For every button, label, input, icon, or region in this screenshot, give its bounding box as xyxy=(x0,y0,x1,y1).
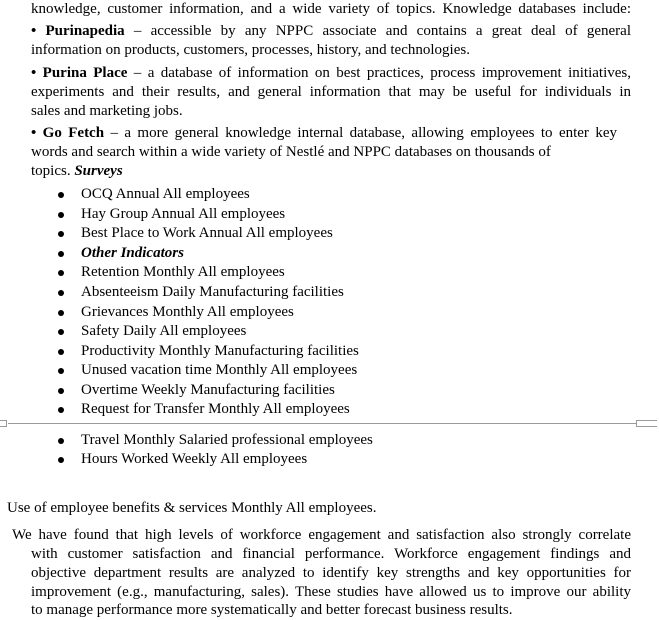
go-fetch-bullet: • xyxy=(31,125,37,141)
purina-place-line-3: sales and marketing jobs. xyxy=(31,103,183,119)
survey-item-label: Best Place to Work Annual All employees xyxy=(81,225,333,241)
survey-item-label: OCQ Annual All employees xyxy=(81,186,250,202)
next-page-item-label: Hours Worked Weekly All employees xyxy=(81,451,308,467)
page-break-right-marker xyxy=(636,420,657,427)
other-indicators-heading: Other Indicators xyxy=(81,245,184,261)
purinapedia-desc: – accessible by any NPPC associate and contains a great deal of general xyxy=(124,23,631,39)
bullet-dot xyxy=(58,407,64,413)
indicator-item-label: Grievances Monthly All employees xyxy=(81,304,294,320)
indicator-item-label: Overtime Weekly Manufacturing facilities xyxy=(81,382,335,398)
indicator-item-label: Absenteeism Daily Manufacturing facilities xyxy=(81,284,344,300)
bullet-dot xyxy=(58,270,64,276)
purina-place-line-2: experiments and their results, and general information that may be useful for individuals in xyxy=(31,84,631,100)
go-fetch-title: Go Fetch xyxy=(42,125,105,141)
bullet-dot xyxy=(58,251,64,257)
benefits-line: Use of employee benefits & services Monthly All employees. xyxy=(7,500,377,516)
bullet-dot xyxy=(58,231,64,237)
purina-place-bullet: • xyxy=(31,65,37,81)
indicator-item-label: Unused vacation time Monthly All employees xyxy=(81,362,358,378)
purinapedia-bullet: • xyxy=(31,23,37,39)
bullet-dot xyxy=(58,192,64,198)
page-break-left-marker xyxy=(0,420,7,427)
bullet-dot xyxy=(58,212,64,218)
bullet-dot xyxy=(58,368,64,374)
page-break-line xyxy=(8,423,637,424)
indicator-item-label: Safety Daily All employees xyxy=(81,323,247,339)
closing-line-2: with customer satisfaction and financial performance. Workforce engagement findings and xyxy=(31,546,631,562)
survey-item-label: Hay Group Annual All employees xyxy=(81,206,286,222)
purina-place-desc: – a database of information on best practices, process improvement initiatives, xyxy=(127,65,631,81)
purina-place-title: Purina Place xyxy=(42,65,128,81)
page-break-separator xyxy=(0,420,659,430)
purina-place-line-1 xyxy=(31,64,631,83)
purinapedia-line-1 xyxy=(31,22,631,41)
go-fetch-line-3 xyxy=(31,162,123,181)
closing-line-3: objective department results are analyzed to identify key strengths and key opportunities for xyxy=(31,565,631,581)
go-fetch-line-2: words and search within a wide variety of Nestlé and NPPC databases on thousands of xyxy=(31,144,551,160)
go-fetch-desc: – a more general knowledge internal database, allowing employees to enter key xyxy=(104,125,617,141)
bullet-dot xyxy=(58,457,64,463)
closing-line-1: We have found that high levels of workforce engagement and satisfaction also strongly correlate xyxy=(12,527,631,543)
next-page-item-label: Travel Monthly Salaried professional employees xyxy=(81,432,373,448)
purinapedia-title: Purinapedia xyxy=(45,23,125,39)
closing-line-4: improvement (e.g., manufacturing, sales). These studies have allowed us to improve our ability xyxy=(31,584,631,600)
bullet-dot xyxy=(58,438,64,444)
surveys-heading: Surveys xyxy=(74,163,123,179)
closing-line-5: to manage performance more systematically and better forecast business results. xyxy=(31,602,513,618)
intro-tail-line: knowledge, customer information, and a wide variety of topics. Knowledge databases include: xyxy=(31,1,631,17)
bullet-dot xyxy=(58,310,64,316)
go-fetch-line-3-text: topics. xyxy=(31,163,75,179)
go-fetch-line-1 xyxy=(31,124,617,143)
purinapedia-line-2: information on products, customers, processes, history, and technologies. xyxy=(31,42,470,58)
bullet-dot xyxy=(58,329,64,335)
bullet-dot xyxy=(58,290,64,296)
indicator-item-label: Request for Transfer Monthly All employees xyxy=(81,401,350,417)
indicator-item-label: Retention Monthly All employees xyxy=(81,264,285,280)
bullet-dot xyxy=(58,349,64,355)
indicator-item-label: Productivity Monthly Manufacturing facilities xyxy=(81,343,359,359)
bullet-dot xyxy=(58,388,64,394)
